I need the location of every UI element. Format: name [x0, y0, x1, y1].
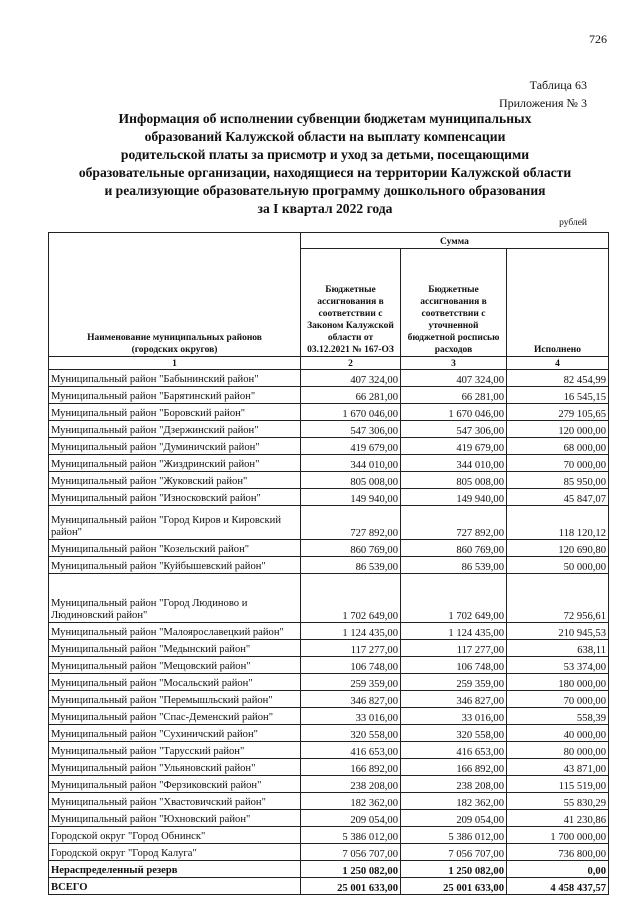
row-c2-cell: 166 892,00	[301, 759, 401, 776]
row-c3-cell: 5 386 012,00	[401, 827, 507, 844]
row-name-cell: Муниципальный район "Перемышльский район"	[49, 691, 301, 708]
row-name-cell: Муниципальный район "Мосальский район"	[49, 674, 301, 691]
row-c2-cell: 1 702 649,00	[301, 574, 401, 623]
row-name-cell: Муниципальный район "Юхновский район"	[49, 810, 301, 827]
table-row	[49, 742, 609, 759]
col-number: 4	[507, 357, 609, 370]
row-c4-cell: 80 000,00	[507, 742, 609, 759]
row-c4-cell: 70 000,00	[507, 691, 609, 708]
row-c2-cell: 7 056 707,00	[301, 844, 401, 861]
row-c2-cell: 419 679,00	[301, 438, 401, 455]
title-line: родительской платы за присмотр и уход за детьми, посещающими	[120, 147, 530, 162]
row-c2-cell: 259 359,00	[301, 674, 401, 691]
row-name-cell: Муниципальный район "Куйбышевский район"	[49, 557, 301, 574]
row-c2-cell: 320 558,00	[301, 725, 401, 742]
row-c2-cell: 25 001 633,00	[301, 878, 401, 895]
row-c2-cell: 416 653,00	[301, 742, 401, 759]
table-row	[49, 557, 609, 574]
col-number: 1	[49, 357, 301, 370]
col-number: 3	[401, 357, 507, 370]
row-name-cell: Муниципальный район "Ферзиковский район"	[49, 776, 301, 793]
table-label: Таблица 63	[529, 78, 587, 92]
row-c2-cell: 5 386 012,00	[301, 827, 401, 844]
header-name: Наименование муниципальных районов (городских округов)	[49, 233, 301, 357]
units-label: рублей	[559, 218, 587, 228]
data-table	[48, 232, 609, 895]
table-row	[49, 844, 609, 861]
row-c3-cell: 33 016,00	[401, 708, 507, 725]
row-c3-cell: 1 702 649,00	[401, 574, 507, 623]
row-c2-cell: 407 324,00	[301, 370, 401, 387]
row-name-cell: Муниципальный район "Мещовский район"	[49, 657, 301, 674]
row-c3-cell: 86 539,00	[401, 557, 507, 574]
table-row	[49, 472, 609, 489]
row-name-cell: Муниципальный район "Город Киров и Кировский район"	[49, 506, 301, 540]
row-name-cell: Муниципальный район "Думиничский район"	[49, 438, 301, 455]
row-c3-cell: 1 250 082,00	[401, 861, 507, 878]
document-title	[60, 110, 590, 218]
row-name-cell: Муниципальный район "Жуковский район"	[49, 472, 301, 489]
table-row	[49, 404, 609, 421]
row-c2-cell: 1 124 435,00	[301, 623, 401, 640]
table-row	[49, 861, 609, 878]
table-row	[49, 574, 609, 623]
row-c4-cell: 82 454,99	[507, 370, 609, 387]
row-c3-cell: 149 940,00	[401, 489, 507, 506]
row-c4-cell: 40 000,00	[507, 725, 609, 742]
row-c4-cell: 736 800,00	[507, 844, 609, 861]
row-c3-cell: 416 653,00	[401, 742, 507, 759]
row-name-cell: Муниципальный район "Медынский район"	[49, 640, 301, 657]
row-name-cell: Городской округ "Город Калуга"	[49, 844, 301, 861]
row-c2-cell: 727 892,00	[301, 506, 401, 540]
row-name-cell: Муниципальный район "Малоярославецкий район"	[49, 623, 301, 640]
table-row	[49, 657, 609, 674]
row-c3-cell: 805 008,00	[401, 472, 507, 489]
row-c3-cell: 25 001 633,00	[401, 878, 507, 895]
table-row	[49, 810, 609, 827]
row-c3-cell: 320 558,00	[401, 725, 507, 742]
row-c2-cell: 860 769,00	[301, 540, 401, 557]
row-c4-cell: 85 950,00	[507, 472, 609, 489]
row-c4-cell: 120 690,80	[507, 540, 609, 557]
row-c2-cell: 547 306,00	[301, 421, 401, 438]
row-c2-cell: 106 748,00	[301, 657, 401, 674]
row-c2-cell: 346 827,00	[301, 691, 401, 708]
table-row	[49, 776, 609, 793]
appendix-label: Приложения № 3	[498, 96, 587, 110]
row-c2-cell: 149 940,00	[301, 489, 401, 506]
row-name-cell: Муниципальный район "Боровский район"	[49, 404, 301, 421]
title-line: за I квартал 2022 года	[257, 201, 393, 216]
row-c4-cell: 45 847,07	[507, 489, 609, 506]
row-c3-cell: 166 892,00	[401, 759, 507, 776]
row-c4-cell: 558,39	[507, 708, 609, 725]
row-c3-cell: 419 679,00	[401, 438, 507, 455]
title-line: Информация об исполнении субвенции бюджетам муниципальных	[118, 111, 532, 126]
row-c4-cell: 638,11	[507, 640, 609, 657]
row-c2-cell: 117 277,00	[301, 640, 401, 657]
row-c2-cell: 209 054,00	[301, 810, 401, 827]
table-row	[49, 540, 609, 557]
row-c4-cell: 210 945,53	[507, 623, 609, 640]
row-c4-cell: 43 871,00	[507, 759, 609, 776]
table-row	[49, 623, 609, 640]
row-name-cell: Муниципальный район "Хвастовичский район"	[49, 793, 301, 810]
row-c3-cell: 1 124 435,00	[401, 623, 507, 640]
row-name-cell: Муниципальный район "Ульяновский район"	[49, 759, 301, 776]
header-col3: Бюджетные ассигнования в соответствии с уточненной бюджетной росписью расходов	[401, 249, 507, 357]
table-row	[49, 387, 609, 404]
row-c2-cell: 66 281,00	[301, 387, 401, 404]
row-name-cell: Муниципальный район "Жиздринский район"	[49, 455, 301, 472]
page-number: 726	[589, 32, 607, 46]
row-c3-cell: 727 892,00	[401, 506, 507, 540]
row-c3-cell: 238 208,00	[401, 776, 507, 793]
row-c3-cell: 547 306,00	[401, 421, 507, 438]
row-c4-cell: 180 000,00	[507, 674, 609, 691]
row-c2-cell: 344 010,00	[301, 455, 401, 472]
row-c3-cell: 117 277,00	[401, 640, 507, 657]
row-c3-cell: 346 827,00	[401, 691, 507, 708]
row-c3-cell: 860 769,00	[401, 540, 507, 557]
row-c4-cell: 53 374,00	[507, 657, 609, 674]
row-name-cell: Городской округ "Город Обнинск"	[49, 827, 301, 844]
row-name-cell: Муниципальный район "Дзержинский район"	[49, 421, 301, 438]
row-c4-cell: 41 230,86	[507, 810, 609, 827]
row-c2-cell: 1 250 082,00	[301, 861, 401, 878]
row-c4-cell: 4 458 437,57	[507, 878, 609, 895]
table-row	[49, 708, 609, 725]
row-name-cell: Муниципальный район "Тарусский район"	[49, 742, 301, 759]
row-c4-cell: 68 000,00	[507, 438, 609, 455]
row-c2-cell: 86 539,00	[301, 557, 401, 574]
row-c3-cell: 259 359,00	[401, 674, 507, 691]
table-row	[49, 455, 609, 472]
row-name-cell: Нераспределенный резерв	[49, 861, 301, 878]
row-name-cell: Муниципальный район "Износковский район"	[49, 489, 301, 506]
row-c3-cell: 106 748,00	[401, 657, 507, 674]
header-sum: Сумма	[301, 233, 609, 249]
table-row	[49, 489, 609, 506]
row-c2-cell: 238 208,00	[301, 776, 401, 793]
header-col4: Исполнено	[507, 249, 609, 357]
table-row	[49, 506, 609, 540]
row-c4-cell: 16 545,15	[507, 387, 609, 404]
row-c4-cell: 1 700 000,00	[507, 827, 609, 844]
row-c4-cell: 279 105,65	[507, 404, 609, 421]
table-row	[49, 438, 609, 455]
row-c2-cell: 805 008,00	[301, 472, 401, 489]
row-c4-cell: 118 120,12	[507, 506, 609, 540]
row-c3-cell: 66 281,00	[401, 387, 507, 404]
table-body	[49, 370, 609, 895]
table-row	[49, 691, 609, 708]
table-row	[49, 370, 609, 387]
table-row	[49, 793, 609, 810]
row-c4-cell: 120 000,00	[507, 421, 609, 438]
row-c2-cell: 1 670 046,00	[301, 404, 401, 421]
row-name-cell: Муниципальный район "Барятинский район"	[49, 387, 301, 404]
table-row	[49, 878, 609, 895]
table-row	[49, 827, 609, 844]
title-line: образований Калужской области на выплату компенсации	[144, 129, 506, 144]
row-c3-cell: 1 670 046,00	[401, 404, 507, 421]
row-c4-cell: 0,00	[507, 861, 609, 878]
row-name-cell: Муниципальный район "Бабынинский район"	[49, 370, 301, 387]
title-line: образовательные организации, находящиеся на территории Калужской области	[78, 165, 572, 180]
row-c4-cell: 50 000,00	[507, 557, 609, 574]
table-row	[49, 640, 609, 657]
row-c2-cell: 182 362,00	[301, 793, 401, 810]
row-name-cell: ВСЕГО	[49, 878, 301, 895]
row-c4-cell: 70 000,00	[507, 455, 609, 472]
row-c4-cell: 115 519,00	[507, 776, 609, 793]
row-c3-cell: 407 324,00	[401, 370, 507, 387]
table-row	[49, 421, 609, 438]
title-line: и реализующие образовательную программу дошкольного образования	[104, 183, 546, 198]
col-number: 2	[301, 357, 401, 370]
row-c3-cell: 209 054,00	[401, 810, 507, 827]
row-name-cell: Муниципальный район "Сухиничский район"	[49, 725, 301, 742]
table-row	[49, 674, 609, 691]
row-c3-cell: 182 362,00	[401, 793, 507, 810]
row-c4-cell: 55 830,29	[507, 793, 609, 810]
table-row	[49, 759, 609, 776]
row-name-cell: Муниципальный район "Спас-Деменский район"	[49, 708, 301, 725]
header-col2: Бюджетные ассигнования в соответствии с Законом Калужской области от 03.12.2021 № 167-ОЗ	[301, 249, 401, 357]
row-name-cell: Муниципальный район "Город Людиново и Людиновский район"	[49, 574, 301, 623]
row-name-cell: Муниципальный район "Козельский район"	[49, 540, 301, 557]
table-row	[49, 725, 609, 742]
row-c3-cell: 344 010,00	[401, 455, 507, 472]
row-c4-cell: 72 956,61	[507, 574, 609, 623]
row-c3-cell: 7 056 707,00	[401, 844, 507, 861]
row-c2-cell: 33 016,00	[301, 708, 401, 725]
